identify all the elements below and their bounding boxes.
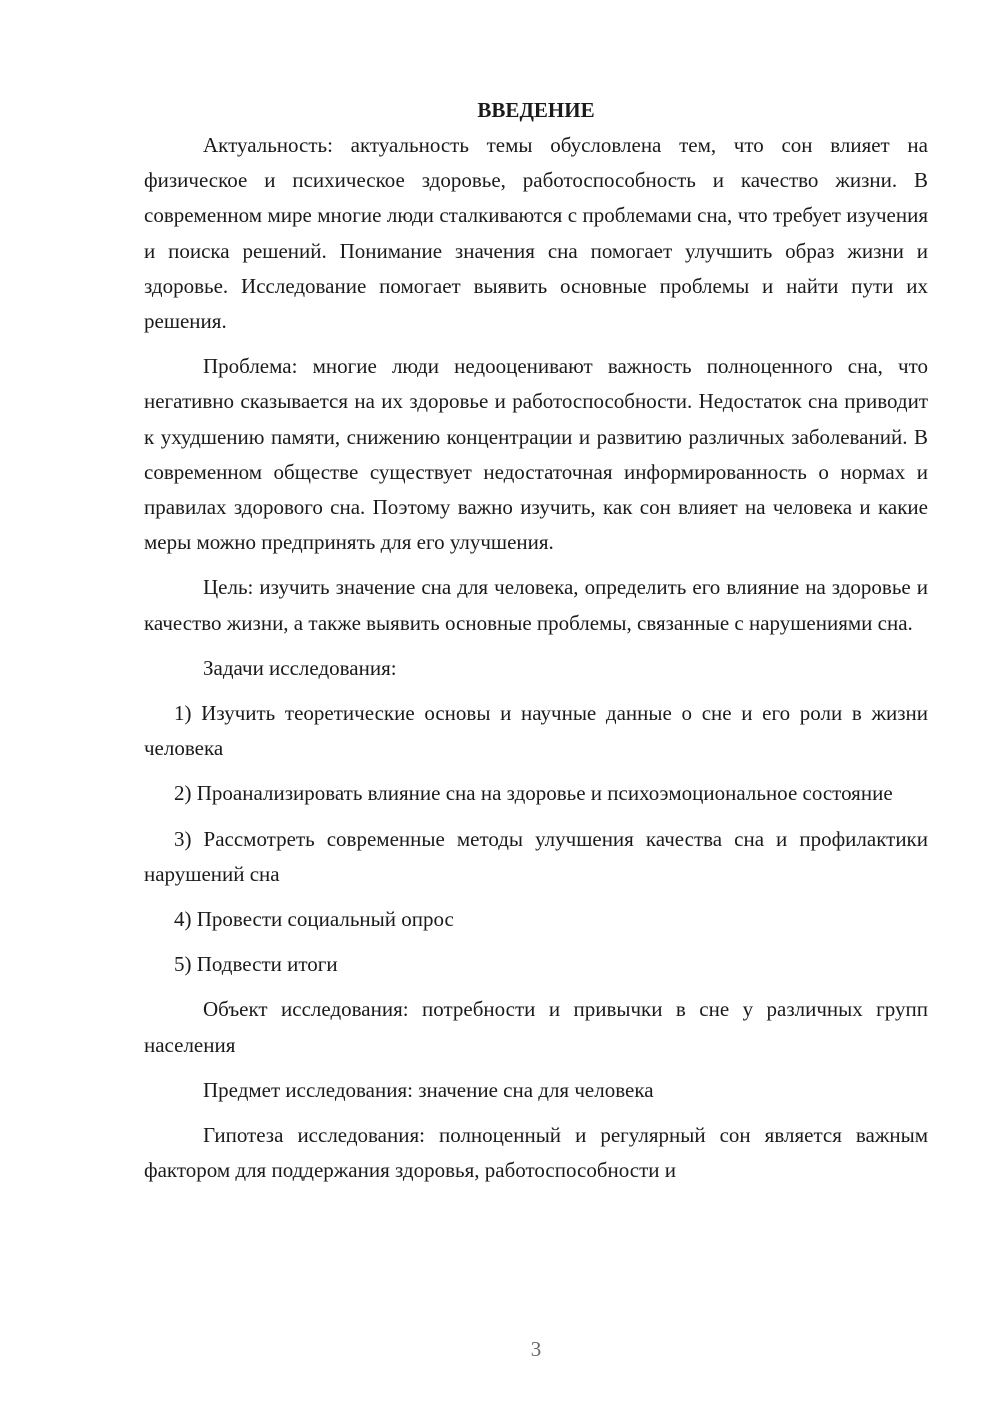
paragraph-goal: Цель: изучить значение сна для человека, определить его влияние на здоровье и качество жизни, а также выявить основные проблемы, связанные с нарушениями сна. — [144, 575, 928, 635]
page-number: 3 — [530, 1337, 542, 1361]
task-item-3: 3) Рассмотреть современные методы улучшения качества сна и профилактики нарушений сна — [144, 826, 928, 886]
section-title: ВВЕДЕНИЕ — [477, 98, 595, 122]
paragraph-problem: Проблема: многие люди недооценивают важность полноценного сна, что негативно сказывается на их здоровье и работоспособности. Недостаток сна приводит к ухудшению памяти, снижению концентрации и развитию различных заболеваний. В современном обществе существует недостаточная информированность о нормах и правилах здорового сна. Поэтому важно изучить, как сон влияет на человека и какие меры можно предпринять для его улучшения. — [144, 354, 928, 555]
task-item-5: 5) Подвести итоги — [174, 952, 338, 977]
paragraph-hypothesis: Гипотеза исследования: полноценный и регулярный сон является важным фактором для поддержания здоровья, работоспособности и — [144, 1123, 928, 1183]
task-item-2: 2) Проанализировать влияние сна на здоровье и психоэмоциональное состояние — [174, 781, 893, 806]
paragraph-relevance: Актуальность: актуальность темы обусловлена тем, что сон влияет на физическое и психическое здоровье, работоспособность и качество жизни. В современном мире многие люди сталкиваются с проблемами сна, что требует изучения и поиска решений. Понимание значения сна помогает улучшить образ жизни и здоровье. Исследование помогает выявить основные проблемы и найти пути их решения. — [144, 133, 928, 334]
paragraph-subject: Предмет исследования: значение сна для человека — [203, 1077, 654, 1102]
paragraph-object: Объект исследования: потребности и привычки в сне у различных групп населения — [144, 997, 928, 1057]
paragraph-tasks-heading: Задачи исследования: — [203, 655, 397, 680]
task-item-1: 1) Изучить теоретические основы и научные данные о сне и его роли в жизни человека — [144, 701, 928, 761]
task-item-4: 4) Провести социальный опрос — [174, 907, 454, 932]
document-page — [144, 93, 928, 1198]
